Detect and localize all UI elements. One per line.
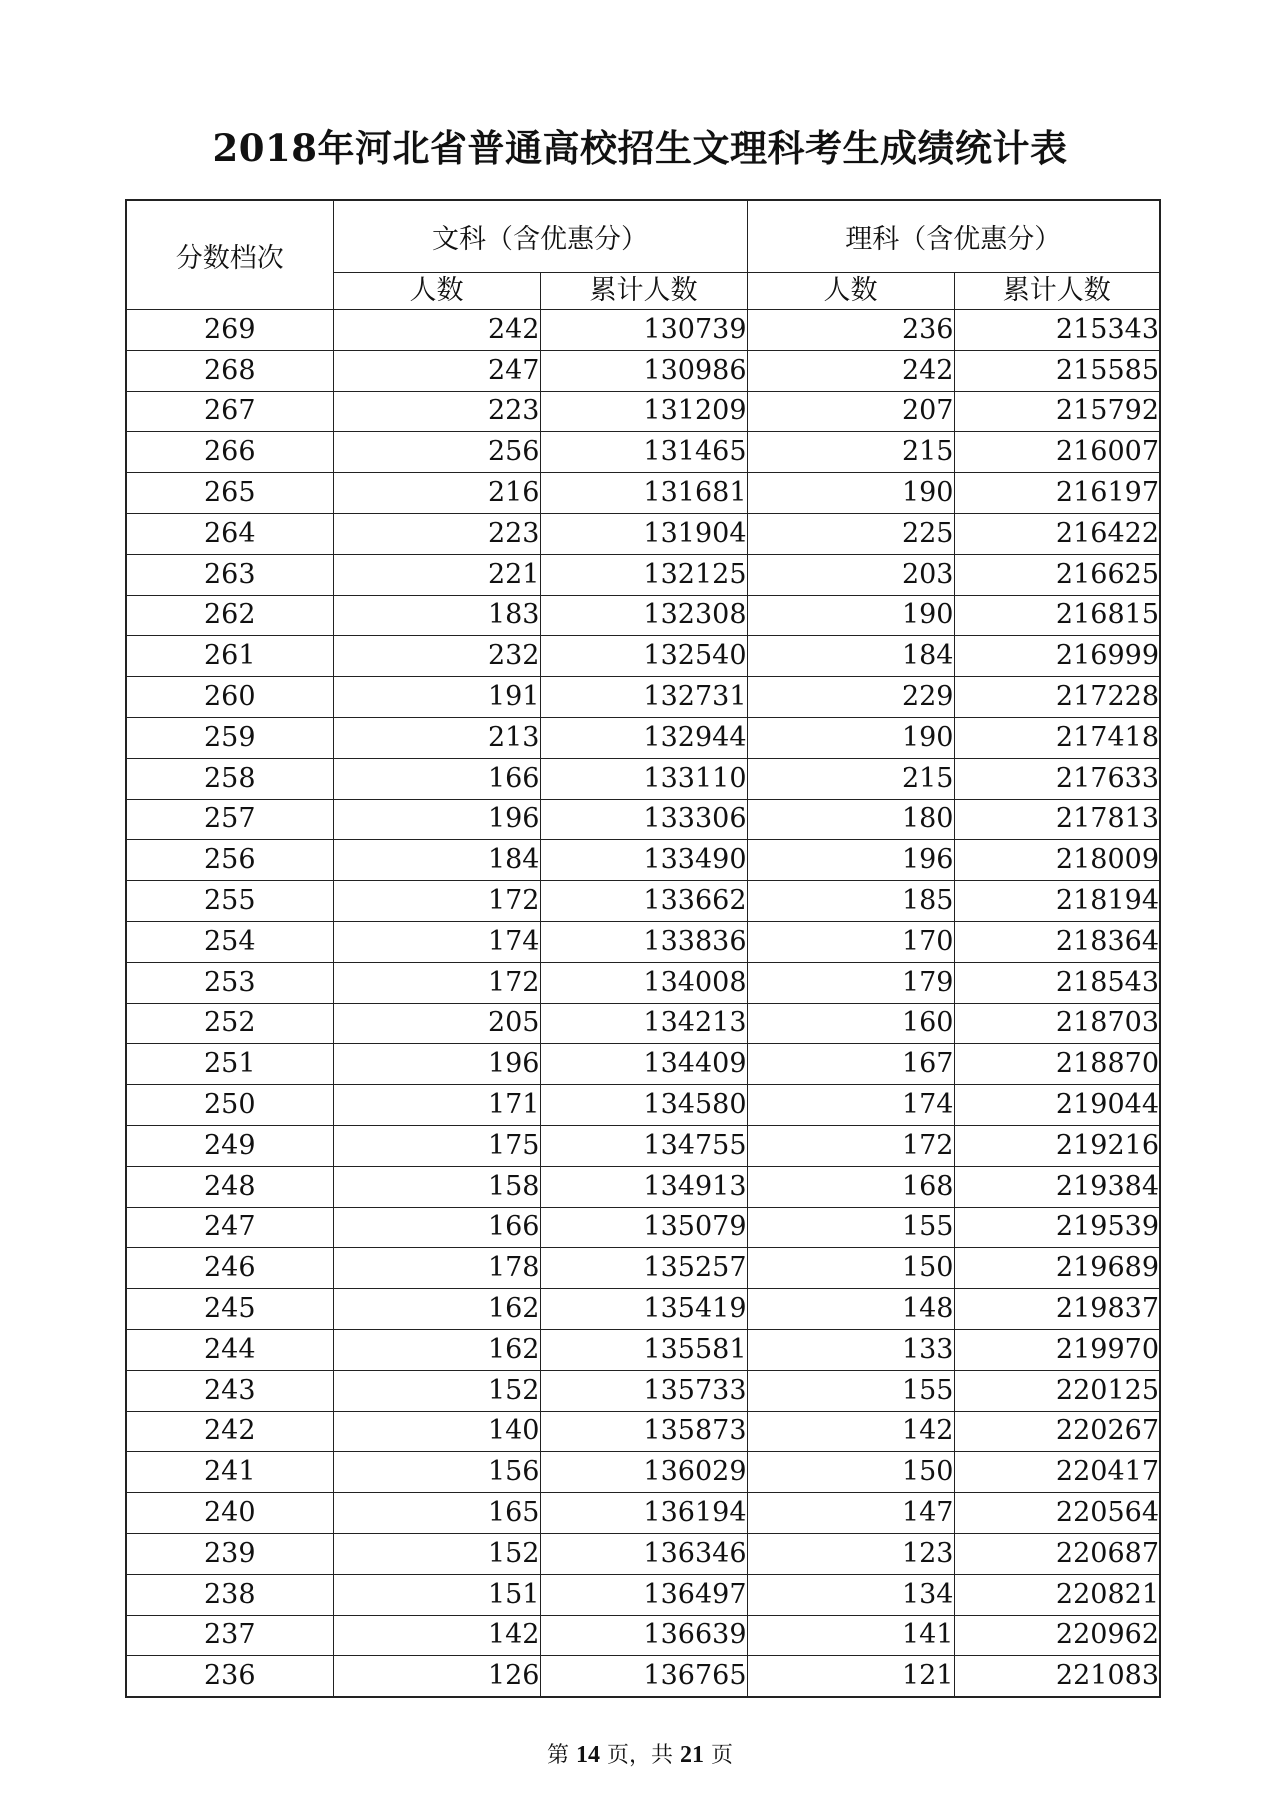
science-cumulative-cell: 219216 (954, 1125, 1160, 1166)
liberal-cumulative-cell: 135581 (540, 1329, 747, 1370)
table-row (126, 595, 1160, 636)
table-row (126, 513, 1160, 554)
table-row (126, 554, 1160, 595)
score-cell: 257 (126, 799, 333, 840)
liberal-cumulative-cell: 133306 (540, 799, 747, 840)
liberal-count-cell: 256 (333, 432, 540, 473)
score-cell: 247 (126, 1207, 333, 1248)
table-row (126, 636, 1160, 677)
liberal-cumulative-cell: 134755 (540, 1125, 747, 1166)
score-cell: 250 (126, 1085, 333, 1126)
score-cell: 267 (126, 391, 333, 432)
science-count-cell: 160 (747, 1003, 954, 1044)
science-cumulative-cell: 216197 (954, 473, 1160, 514)
science-cumulative-cell: 219689 (954, 1248, 1160, 1289)
liberal-count-cell: 232 (333, 636, 540, 677)
score-cell: 261 (126, 636, 333, 677)
science-cumulative-cell: 216007 (954, 432, 1160, 473)
footer-middle: 页，共 (606, 1743, 673, 1768)
liberal-cumulative-cell: 136029 (540, 1452, 747, 1493)
score-cell: 255 (126, 881, 333, 922)
footer-suffix: 页 (711, 1743, 734, 1768)
science-cumulative-cell: 219837 (954, 1289, 1160, 1330)
liberal-count-cell: 172 (333, 881, 540, 922)
liberal-cumulative-cell: 130986 (540, 350, 747, 391)
science-count-cell: 236 (747, 310, 954, 351)
science-cumulative-cell: 215343 (954, 310, 1160, 351)
liberal-cumulative-cell: 131209 (540, 391, 747, 432)
score-cell: 251 (126, 1044, 333, 1085)
liberal-cumulative-cell: 133836 (540, 921, 747, 962)
score-cell: 262 (126, 595, 333, 636)
science-count-cell: 150 (747, 1452, 954, 1493)
science-cumulative-cell: 218194 (954, 881, 1160, 922)
table-row (126, 1044, 1160, 1085)
table-row (126, 758, 1160, 799)
liberal-count-cell: 165 (333, 1493, 540, 1534)
liberal-count-header: 人数 (333, 272, 540, 309)
page-title: 2018年河北省普通高校招生文理科考生成绩统计表 (212, 126, 1068, 170)
table-row (126, 962, 1160, 1003)
liberal-cumulative-header: 累计人数 (540, 272, 747, 309)
table-row (126, 1411, 1160, 1452)
science-count-cell: 148 (747, 1289, 954, 1330)
table-row (126, 473, 1160, 514)
science-cumulative-cell: 216999 (954, 636, 1160, 677)
science-count-cell: 174 (747, 1085, 954, 1126)
table-row (126, 677, 1160, 718)
table-row (126, 1125, 1160, 1166)
score-cell: 238 (126, 1574, 333, 1615)
liberal-count-cell: 166 (333, 758, 540, 799)
table-row (126, 1656, 1160, 1697)
liberal-count-cell: 213 (333, 717, 540, 758)
liberal-count-cell: 178 (333, 1248, 540, 1289)
liberal-cumulative-cell: 135419 (540, 1289, 747, 1330)
table-row (126, 1166, 1160, 1207)
score-cell: 246 (126, 1248, 333, 1289)
score-statistics-table (125, 199, 1161, 1698)
score-cell: 244 (126, 1329, 333, 1370)
science-cumulative-cell: 220417 (954, 1452, 1160, 1493)
science-count-cell: 215 (747, 758, 954, 799)
science-count-cell: 180 (747, 799, 954, 840)
science-count-cell: 170 (747, 921, 954, 962)
liberal-count-cell: 152 (333, 1533, 540, 1574)
science-count-header: 人数 (747, 272, 954, 309)
science-cumulative-cell: 219384 (954, 1166, 1160, 1207)
liberal-cumulative-cell: 133490 (540, 840, 747, 881)
science-cumulative-cell: 220564 (954, 1493, 1160, 1534)
science-count-cell: 225 (747, 513, 954, 554)
liberal-count-cell: 152 (333, 1370, 540, 1411)
score-cell: 242 (126, 1411, 333, 1452)
liberal-cumulative-cell: 132308 (540, 595, 747, 636)
science-count-cell: 190 (747, 595, 954, 636)
table-body (126, 310, 1160, 1698)
liberal-cumulative-cell: 135873 (540, 1411, 747, 1452)
table-row (126, 881, 1160, 922)
liberal-cumulative-cell: 136497 (540, 1574, 747, 1615)
score-cell: 266 (126, 432, 333, 473)
score-cell: 236 (126, 1656, 333, 1697)
liberal-count-cell: 191 (333, 677, 540, 718)
science-cumulative-cell: 217633 (954, 758, 1160, 799)
science-header: 理科（含优惠分） (747, 200, 1160, 272)
footer-page-number: 14 (575, 1742, 600, 1768)
liberal-count-cell: 242 (333, 310, 540, 351)
liberal-cumulative-cell: 131681 (540, 473, 747, 514)
liberal-count-cell: 223 (333, 391, 540, 432)
science-cumulative-cell: 220267 (954, 1411, 1160, 1452)
liberal-cumulative-cell: 136194 (540, 1493, 747, 1534)
liberal-count-cell: 183 (333, 595, 540, 636)
liberal-cumulative-cell: 134913 (540, 1166, 747, 1207)
science-count-cell: 155 (747, 1207, 954, 1248)
score-cell: 253 (126, 962, 333, 1003)
liberal-count-cell: 175 (333, 1125, 540, 1166)
score-cell: 239 (126, 1533, 333, 1574)
score-level-header: 分数档次 (126, 200, 333, 310)
science-count-cell: 168 (747, 1166, 954, 1207)
science-cumulative-cell: 216422 (954, 513, 1160, 554)
liberal-cumulative-cell: 134213 (540, 1003, 747, 1044)
science-cumulative-cell: 218364 (954, 921, 1160, 962)
science-count-cell: 203 (747, 554, 954, 595)
score-cell: 245 (126, 1289, 333, 1330)
liberal-count-cell: 166 (333, 1207, 540, 1248)
liberal-count-cell: 216 (333, 473, 540, 514)
table-row (126, 1003, 1160, 1044)
science-cumulative-cell: 217228 (954, 677, 1160, 718)
liberal-count-cell: 140 (333, 1411, 540, 1452)
score-cell: 260 (126, 677, 333, 718)
science-count-cell: 121 (747, 1656, 954, 1697)
liberal-count-cell: 172 (333, 962, 540, 1003)
science-cumulative-cell: 219970 (954, 1329, 1160, 1370)
science-count-cell: 215 (747, 432, 954, 473)
table-row (126, 1533, 1160, 1574)
science-cumulative-cell: 220687 (954, 1533, 1160, 1574)
science-count-cell: 190 (747, 717, 954, 758)
score-cell: 254 (126, 921, 333, 962)
footer-total-pages: 21 (680, 1742, 704, 1768)
science-cumulative-cell: 216815 (954, 595, 1160, 636)
liberal-cumulative-cell: 131465 (540, 432, 747, 473)
liberal-count-cell: 156 (333, 1452, 540, 1493)
liberal-count-cell: 162 (333, 1329, 540, 1370)
science-count-cell: 133 (747, 1329, 954, 1370)
table-row (126, 1574, 1160, 1615)
liberal-cumulative-cell: 134008 (540, 962, 747, 1003)
score-cell: 252 (126, 1003, 333, 1044)
science-cumulative-cell: 220821 (954, 1574, 1160, 1615)
science-count-cell: 190 (747, 473, 954, 514)
liberal-cumulative-cell: 134409 (540, 1044, 747, 1085)
table-row (126, 799, 1160, 840)
science-count-cell: 179 (747, 962, 954, 1003)
science-cumulative-cell: 216625 (954, 554, 1160, 595)
science-count-cell: 207 (747, 391, 954, 432)
science-count-cell: 141 (747, 1615, 954, 1656)
liberal-cumulative-cell: 132944 (540, 717, 747, 758)
science-cumulative-cell: 217813 (954, 799, 1160, 840)
score-cell: 243 (126, 1370, 333, 1411)
liberal-count-cell: 174 (333, 921, 540, 962)
liberal-count-cell: 196 (333, 1044, 540, 1085)
science-count-cell: 150 (747, 1248, 954, 1289)
table-row (126, 310, 1160, 351)
score-cell: 264 (126, 513, 333, 554)
score-cell: 269 (126, 310, 333, 351)
science-cumulative-cell: 215792 (954, 391, 1160, 432)
science-count-cell: 155 (747, 1370, 954, 1411)
liberal-cumulative-cell: 131904 (540, 513, 747, 554)
score-cell: 258 (126, 758, 333, 799)
score-cell: 263 (126, 554, 333, 595)
table-row (126, 1370, 1160, 1411)
liberal-count-cell: 162 (333, 1289, 540, 1330)
liberal-cumulative-cell: 133662 (540, 881, 747, 922)
table-row (126, 350, 1160, 391)
score-cell: 240 (126, 1493, 333, 1534)
score-cell: 256 (126, 840, 333, 881)
liberal-count-cell: 184 (333, 840, 540, 881)
page-footer (0, 1738, 1280, 1769)
liberal-cumulative-cell: 134580 (540, 1085, 747, 1126)
liberal-cumulative-cell: 135257 (540, 1248, 747, 1289)
table-row (126, 840, 1160, 881)
liberal-count-cell: 158 (333, 1166, 540, 1207)
science-count-cell: 229 (747, 677, 954, 718)
liberal-count-cell: 223 (333, 513, 540, 554)
science-count-cell: 184 (747, 636, 954, 677)
liberal-count-cell: 196 (333, 799, 540, 840)
science-cumulative-cell: 220125 (954, 1370, 1160, 1411)
liberal-cumulative-cell: 132540 (540, 636, 747, 677)
science-count-cell: 147 (747, 1493, 954, 1534)
table-row (126, 1452, 1160, 1493)
table-row (126, 1248, 1160, 1289)
liberal-count-cell: 126 (333, 1656, 540, 1697)
score-cell: 268 (126, 350, 333, 391)
liberal-count-cell: 221 (333, 554, 540, 595)
table-row (126, 1085, 1160, 1126)
science-count-cell: 196 (747, 840, 954, 881)
science-cumulative-cell: 220962 (954, 1615, 1160, 1656)
score-cell: 259 (126, 717, 333, 758)
liberal-count-cell: 247 (333, 350, 540, 391)
score-cell: 241 (126, 1452, 333, 1493)
science-cumulative-cell: 218543 (954, 962, 1160, 1003)
science-count-cell: 172 (747, 1125, 954, 1166)
liberal-cumulative-cell: 133110 (540, 758, 747, 799)
liberal-count-cell: 205 (333, 1003, 540, 1044)
score-cell: 249 (126, 1125, 333, 1166)
science-cumulative-cell: 217418 (954, 717, 1160, 758)
liberal-arts-header: 文科（含优惠分） (333, 200, 747, 272)
liberal-cumulative-cell: 130739 (540, 310, 747, 351)
footer-prefix: 第 (546, 1743, 569, 1768)
score-cell: 265 (126, 473, 333, 514)
science-count-cell: 185 (747, 881, 954, 922)
science-cumulative-cell: 215585 (954, 350, 1160, 391)
liberal-cumulative-cell: 136765 (540, 1656, 747, 1697)
science-count-cell: 123 (747, 1533, 954, 1574)
table-row (126, 717, 1160, 758)
score-cell: 237 (126, 1615, 333, 1656)
science-cumulative-cell: 218009 (954, 840, 1160, 881)
science-count-cell: 134 (747, 1574, 954, 1615)
liberal-cumulative-cell: 135733 (540, 1370, 747, 1411)
science-count-cell: 142 (747, 1411, 954, 1452)
liberal-count-cell: 171 (333, 1085, 540, 1126)
table-row (126, 432, 1160, 473)
science-cumulative-cell: 221083 (954, 1656, 1160, 1697)
liberal-cumulative-cell: 135079 (540, 1207, 747, 1248)
science-cumulative-cell: 219539 (954, 1207, 1160, 1248)
table-row (126, 391, 1160, 432)
science-count-cell: 167 (747, 1044, 954, 1085)
table-row (126, 1493, 1160, 1534)
liberal-cumulative-cell: 132125 (540, 554, 747, 595)
table-row (126, 1329, 1160, 1370)
science-count-cell: 242 (747, 350, 954, 391)
liberal-count-cell: 151 (333, 1574, 540, 1615)
liberal-cumulative-cell: 132731 (540, 677, 747, 718)
liberal-cumulative-cell: 136346 (540, 1533, 747, 1574)
science-cumulative-cell: 218870 (954, 1044, 1160, 1085)
table-row (126, 921, 1160, 962)
science-cumulative-cell: 218703 (954, 1003, 1160, 1044)
table-row (126, 1615, 1160, 1656)
science-cumulative-header: 累计人数 (954, 272, 1160, 309)
score-cell: 248 (126, 1166, 333, 1207)
science-cumulative-cell: 219044 (954, 1085, 1160, 1126)
liberal-cumulative-cell: 136639 (540, 1615, 747, 1656)
table-row (126, 1207, 1160, 1248)
table-row (126, 1289, 1160, 1330)
liberal-count-cell: 142 (333, 1615, 540, 1656)
